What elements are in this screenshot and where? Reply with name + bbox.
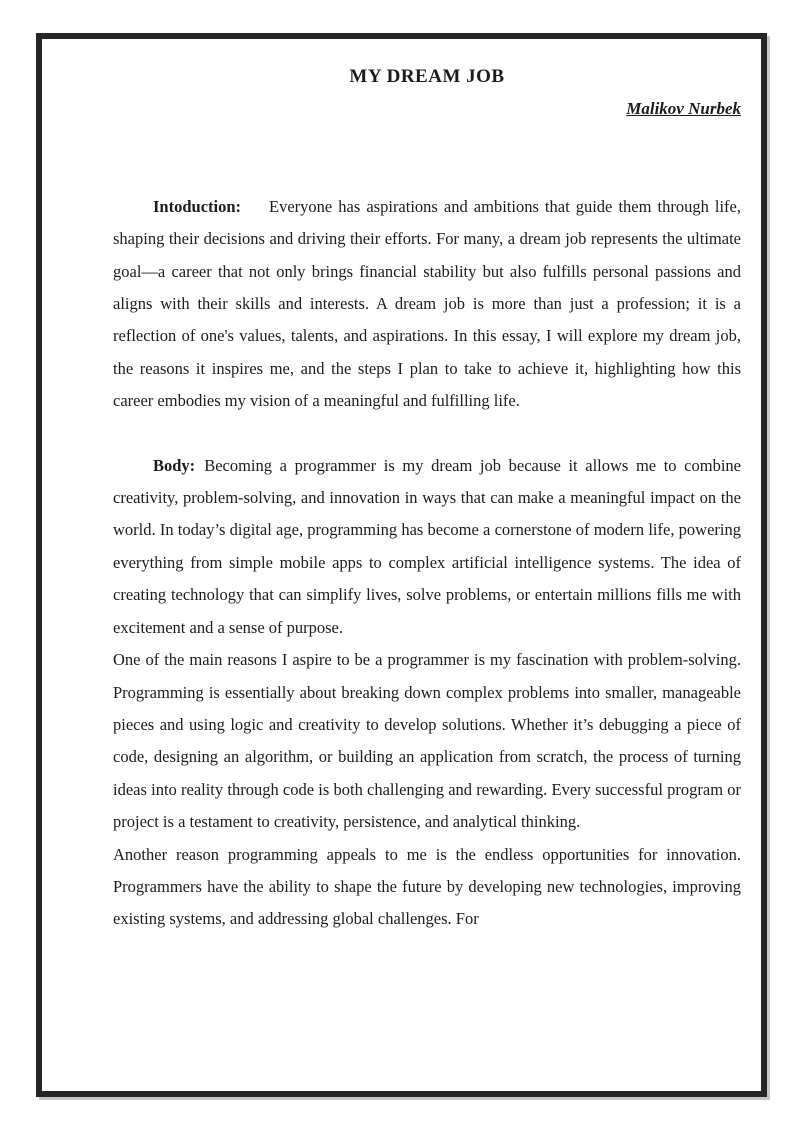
paragraph-text: Everyone has aspirations and ambitions that guide them through life, shaping their decisions and driving their efforts. For many, a dream job represents the ultimate goal—a career that not only brings financial stability but also fulfills personal passions and aligns with their skills and interests. A dream job is more than just a profession; it is a reflection of one's values, talents, and aspirations. In this essay, I will explore my dream job, the reasons it inspires me, and the steps I plan to take to achieve it, highlighting how this career embodies my vision of a meaningful and fulfilling life. bbox=[113, 196, 741, 411]
document-title: MY DREAM JOB bbox=[349, 66, 505, 87]
author-name: Malikov Nurbek bbox=[626, 99, 741, 119]
paragraph-text: Becoming a programmer is my dream job because it allows me to combine creativity, problem-solving, and innovation in ways that can make a meaningful impact on the world. In today’s digital age, programming has become a cornerstone of modern life, powering everything from simple mobile apps to complex artificial intelligence systems. The idea of creating technology that can simplify lives, solve problems, or entertain millions fills me with excitement and a sense of purpose. bbox=[113, 455, 741, 637]
paragraph-lead-introduction: Intoduction: bbox=[153, 196, 242, 216]
paragraph-introduction bbox=[113, 191, 741, 418]
paragraph-text: Another reason programming appeals to me is the endless opportunities for innovation. Programmers have the ability to shape the future by developing new technologies, improving existing systems, and addressing global challenges. For bbox=[113, 844, 741, 929]
document-page bbox=[42, 39, 761, 1091]
page-border-frame bbox=[36, 33, 767, 1097]
paragraph-problem-solving bbox=[113, 644, 741, 838]
paragraph-innovation bbox=[113, 839, 741, 936]
paragraph-body bbox=[113, 450, 741, 644]
paragraph-lead-body: Body: bbox=[153, 455, 196, 475]
paragraph-text: One of the main reasons I aspire to be a programmer is my fascination with problem-solving. Programming is essentially about breaking down complex problems into smaller, manageable pieces and using logic and creativity to develop solutions. Whether it’s debugging a piece of code, designing an algorithm, or building an application from scratch, the process of turning ideas into reality through code is both challenging and rewarding. Every successful program or project is a testament to creativity, persistence, and analytical thinking. bbox=[113, 650, 741, 832]
